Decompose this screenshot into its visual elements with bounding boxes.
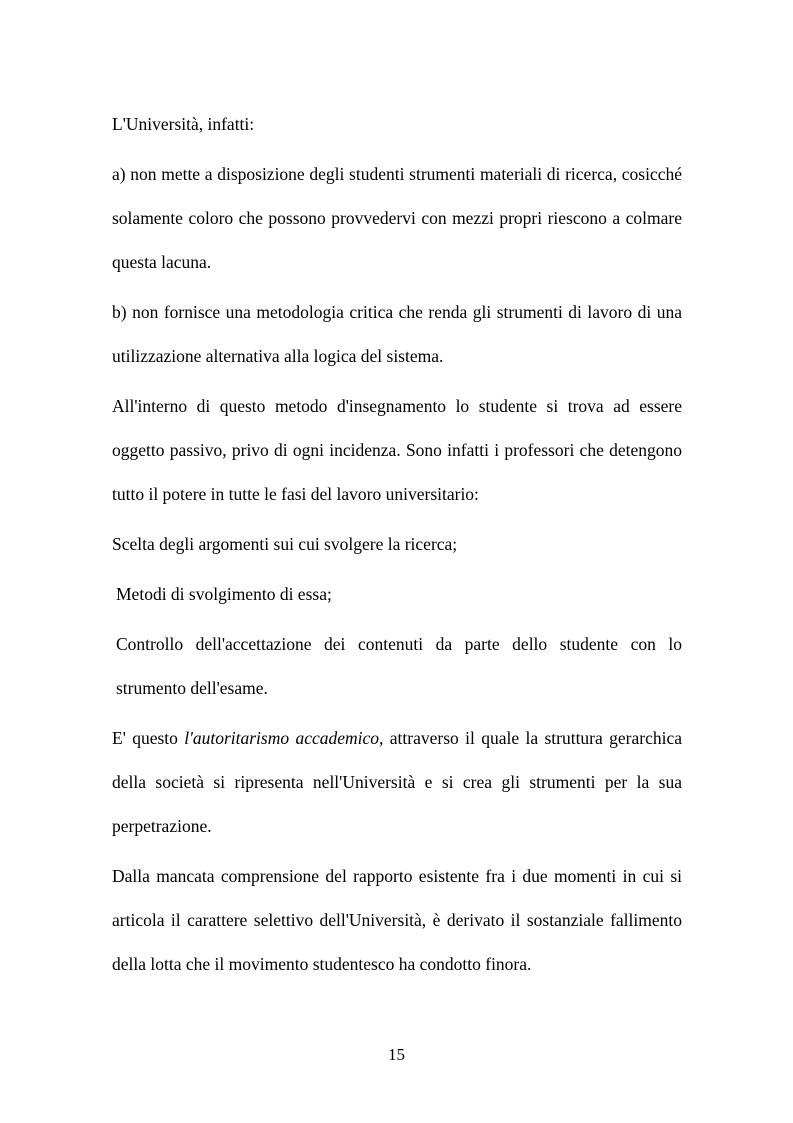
paragraph-authoritarianism-after: attraverso il quale la struttura gerarchica della società si ripresenta nell'Università e si crea gli strumenti per la sua perpetrazione. xyxy=(112,728,682,836)
italic-phrase: l'autoritarismo accademico, xyxy=(184,728,384,748)
body-text xyxy=(112,102,682,992)
paragraph-intro: L'Università, infatti: xyxy=(112,114,255,134)
paragraph-conclusion: Dalla mancata comprensione del rapporto esistente fra i due momenti in cui si articola il carattere selettivo dell'Università, è derivato il sostanziale fallimento della lotta che il movimento studentesco ha condotto finora. xyxy=(112,866,682,974)
page-number: 15 xyxy=(388,1045,405,1064)
paragraph-methods: Metodi di svolgimento di essa; xyxy=(116,584,332,604)
paragraph-control: Controllo dell'accettazione dei contenuti da parte dello studente con lo strumento dell'esame. xyxy=(116,634,682,698)
paragraph-teaching-method: All'interno di questo metodo d'insegnamento lo studente si trova ad essere oggetto passivo, privo di ogni incidenza. Sono infatti i professori che detengono tutto il potere in tutte le fasi del lavoro universitario: xyxy=(112,396,682,504)
paragraph-authoritarianism-before: E' questo xyxy=(112,728,185,748)
paragraph-point-a: a) non mette a disposizione degli studenti strumenti materiali di ricerca, cosicché solamente coloro che possono provvedervi con mezzi propri riescono a colmare questa lacuna. xyxy=(112,164,682,272)
paragraph-authoritarianism xyxy=(112,716,682,848)
paragraph-choice-of-topics: Scelta degli argomenti sui cui svolgere la ricerca; xyxy=(112,534,458,554)
paragraph-point-b: b) non fornisce una metodologia critica che renda gli strumenti di lavoro di una utilizzazione alternativa alla logica del sistema. xyxy=(112,302,682,366)
